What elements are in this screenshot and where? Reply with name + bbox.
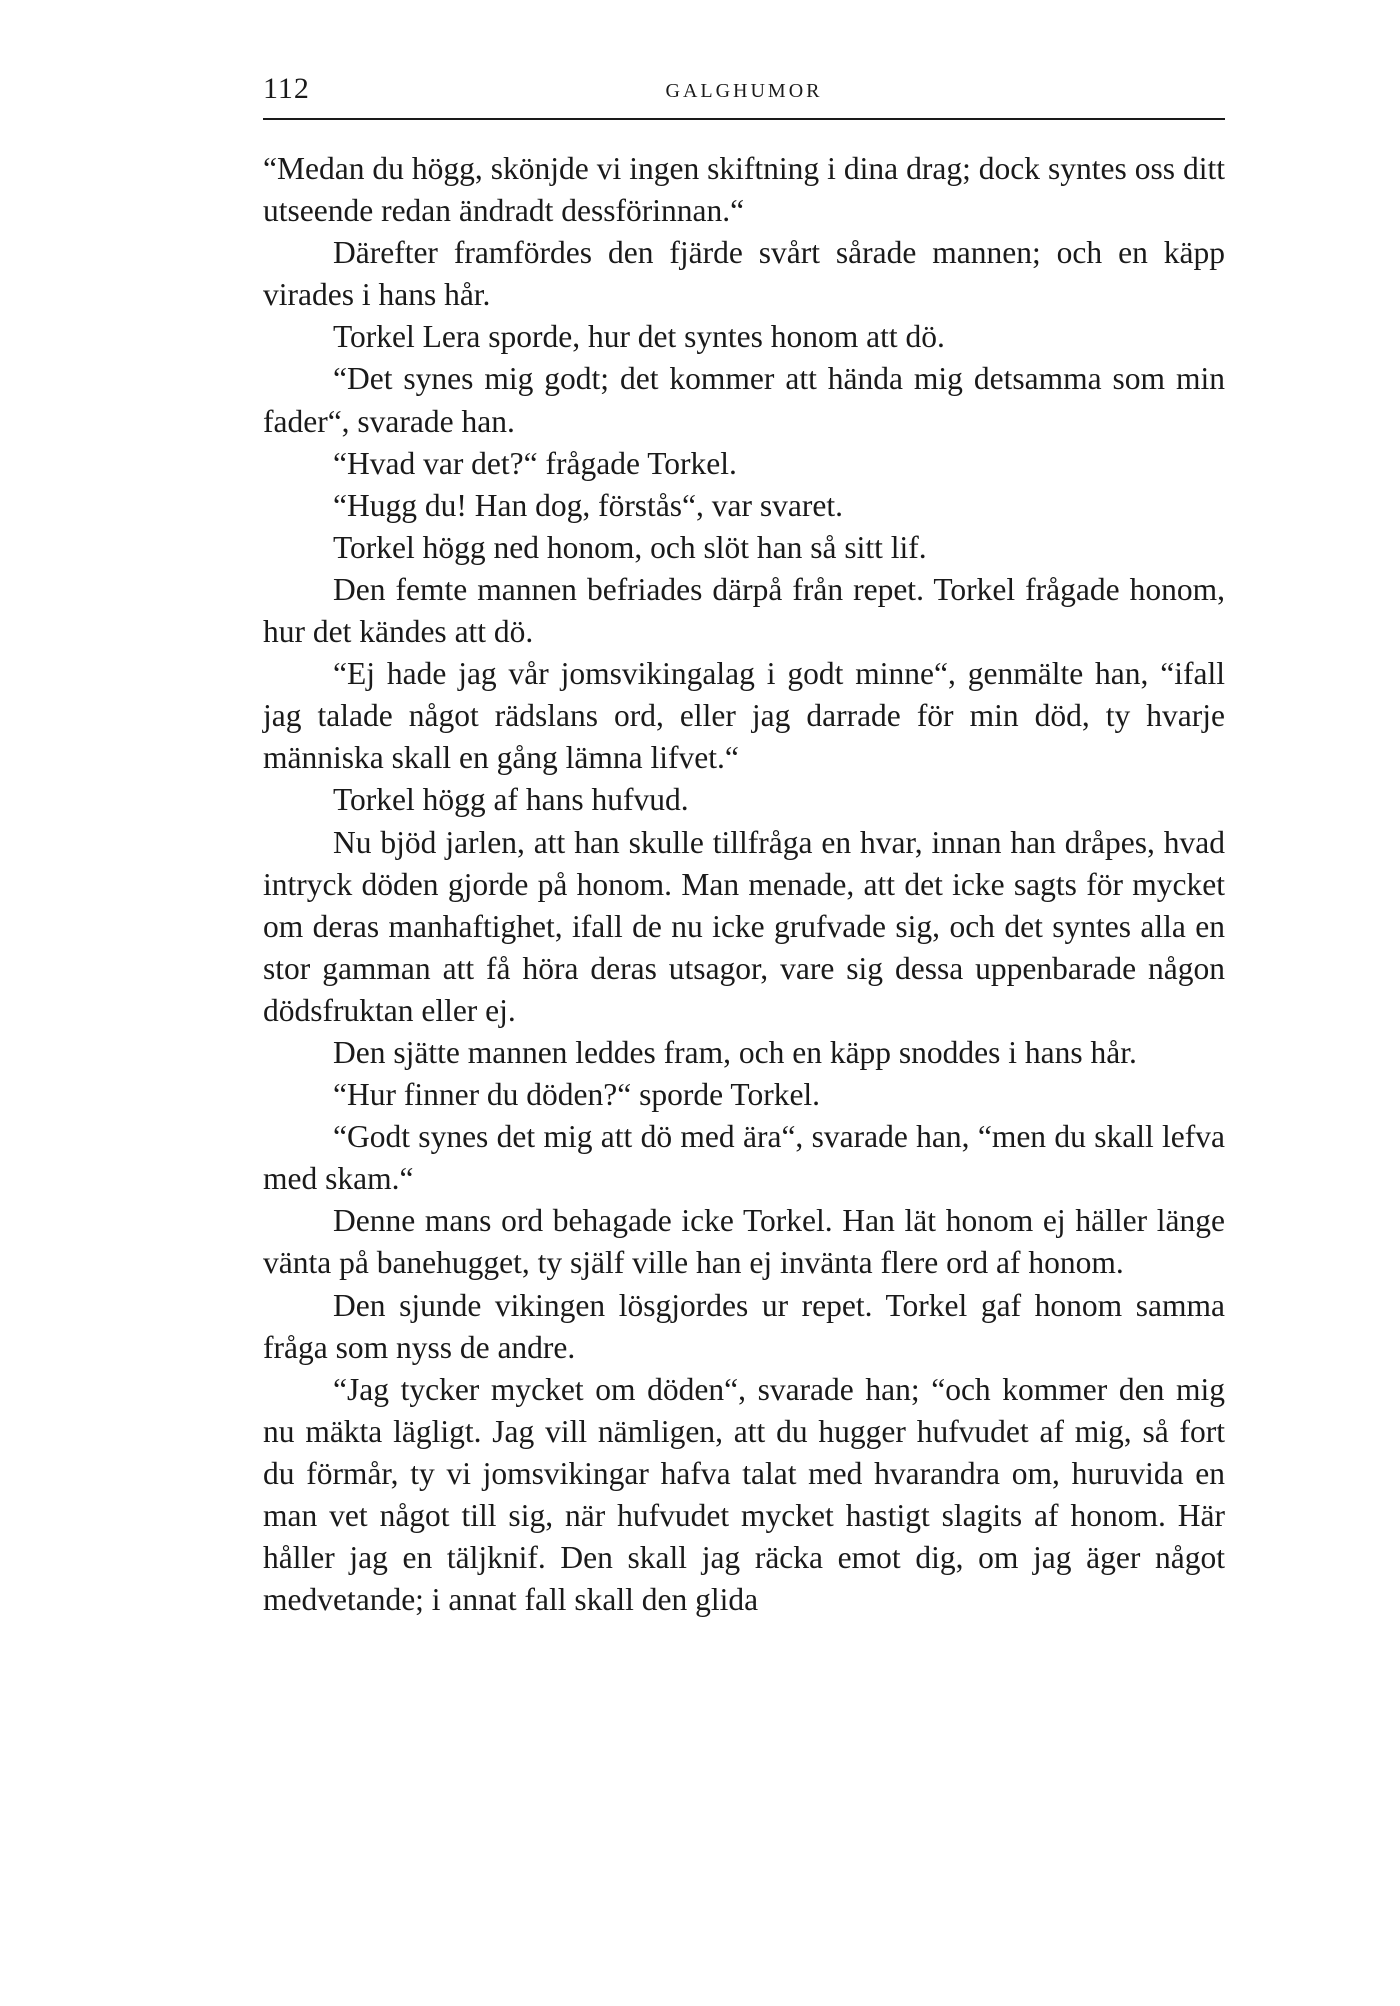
paragraph: Denne mans ord behagade icke Torkel. Han lät honom ej häller länge vänta på banehugget, ty själf ville han ej invänta flere ord af honom. (263, 1203, 1225, 1281)
paragraph: “Medan du högg, skönjde vi ingen skiftning i dina drag; dock syntes oss ditt utseende redan ändradt dessförinnan.“ (263, 151, 1225, 229)
paragraph: Torkel högg ned honom, och slöt han så sitt lif. (333, 529, 927, 565)
header-rule (263, 118, 1225, 120)
paragraph: Torkel högg af hans hufvud. (333, 782, 689, 818)
paragraph: Den femte mannen befriades därpå från repet. Torkel frågade honom, hur det kändes att dö. (263, 571, 1225, 650)
paragraph: Torkel Lera sporde, hur det syntes honom att dö. (333, 319, 945, 355)
paragraph: “Jag tycker mycket om döden“, svarade han; “och kommer den mig nu mäkta lägligt. Jag vill nämligen, att du hugger hufvudet af mig, så fort du förmår, ty vi jomsvikingar hafva talat med hvarandra om, huruvida en man vet något till sig, när hufvudet mycket hastigt slagits af honom. Här håller jag en täljknif. Den skall jag räcka emot dig, om jag äger något medvetande; i annat fall skall den glida (263, 1371, 1225, 1618)
paragraph: Den sjunde vikingen lösgjordes ur repet. Torkel gaf honom samma fråga som nyss de andre. (263, 1287, 1225, 1365)
paragraph: Den sjätte mannen leddes fram, och en käpp snoddes i hans hår. (333, 1034, 1137, 1070)
paragraph: “Hugg du! Han dog, förstås“, var svaret. (333, 487, 843, 523)
paragraph: “Det synes mig godt; det kommer att hända mig detsamma som min fader“, svarade han. (263, 361, 1225, 439)
running-title: GALGHUMOR (665, 80, 823, 102)
page-number: 112 (263, 72, 310, 105)
paragraph: “Ej hade jag vår jomsvikingalag i godt minne“, genmälte han, “ifall jag talade något rädslans ord, eller jag darrade för min död, ty hvarje människa skall en gång lämna lifvet.“ (263, 656, 1225, 776)
paragraph: “Hvad var det?“ frågade Torkel. (333, 445, 737, 481)
page-header (263, 72, 1225, 118)
body-text (263, 148, 1225, 1621)
paragraph: Nu bjöd jarlen, att han skulle tillfråga en hvar, innan han dråpes, hvad intryck döden gjorde på honom. Man menade, att det icke sagts för mycket om deras manhaftighet, ifall de nu icke grufvade sig, och det syntes alla en stor gamman att få höra deras utsagor, vare sig dessa uppenbarade någon dödsfruktan eller ej. (263, 824, 1225, 1028)
paragraph: Därefter framfördes den fjärde svårt sårade mannen; och en käpp virades i hans hår. (263, 235, 1225, 313)
paragraph: “Godt synes det mig att dö med ära“, svarade han, “men du skall lefva med skam.“ (263, 1119, 1225, 1197)
book-page (263, 72, 1225, 1621)
paragraph: “Hur finner du döden?“ sporde Torkel. (333, 1077, 821, 1113)
